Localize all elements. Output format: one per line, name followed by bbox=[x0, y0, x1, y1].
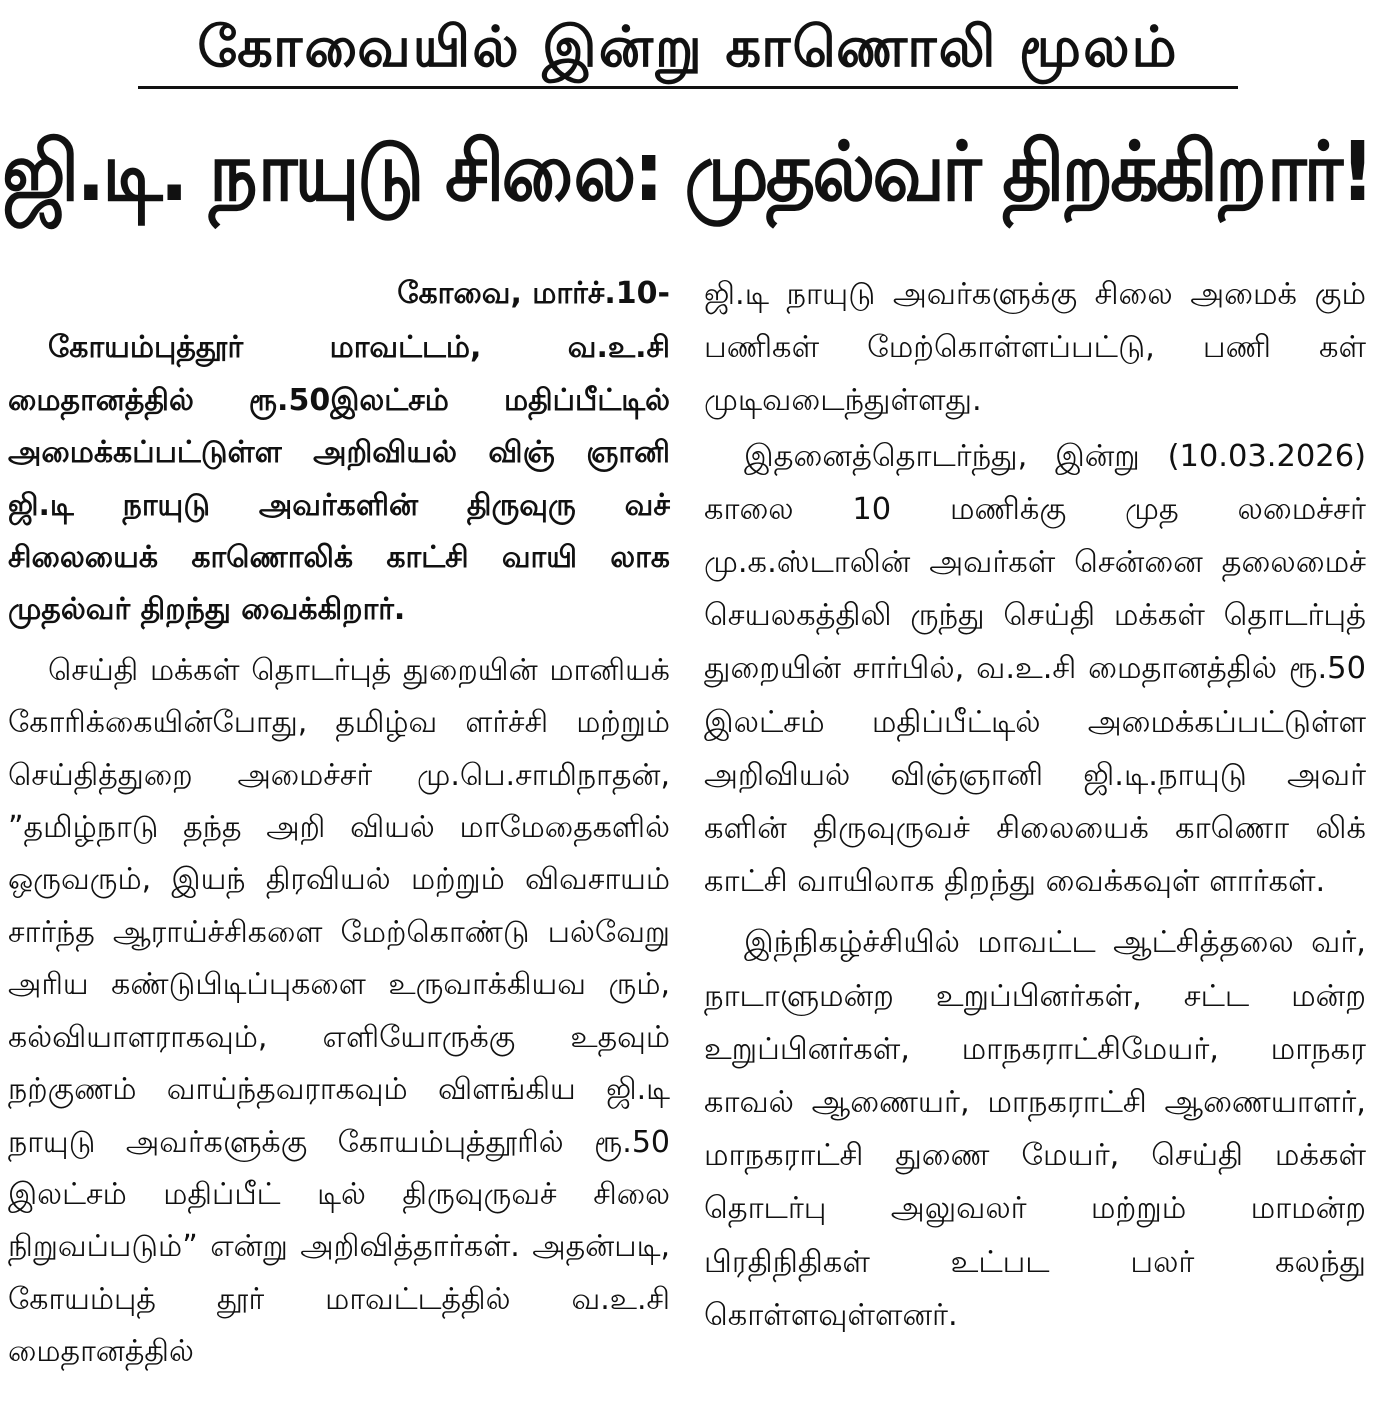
body-paragraph-3: இந்நிகழ்ச்சியில் மாவட்ட ஆட்சித்தலை வர், நாடாளுமன்ற உறுப்பினர்கள், சட்ட மன்ற உறுப்பினர்கள், மாநகராட்சிமேயர், மாநகர காவல் ஆணையர், மாநகராட்சி ஆணையாளர், மாநகராட்சி துணை மேயர், செய்தி மக்கள் தொடர்பு அலுவலர் மற்றும் மாமன்ற பிரதிநிதிகள் உட்பட பலர் கலந்து கொள்ளவுள்ளனர். bbox=[704, 925, 1366, 1333]
article-column-left bbox=[8, 268, 670, 1381]
headline: ஜி.டி. நாயுடு சிலை: முதல்வர் திறக்கிறார்! bbox=[2, 123, 1372, 220]
dateline: கோவை, மார்ச்.10- bbox=[397, 276, 670, 311]
body-paragraph-1-continued: ஜி.டி நாயுடு அவர்களுக்கு சிலை அமைக் கும் பணிகள் மேற்கொள்ளப்பட்டு, பணி கள் முடிவடைந்துள்ளது. bbox=[704, 277, 1366, 419]
body-paragraph-2: இதனைத்தொடர்ந்து, இன்று (10.03.2026) காலை 10 மணிக்கு முத லமைச்சர் மு.க.ஸ்டாலின் அவர்கள் சென்னை தலைமைச் செயலகத்திலி ருந்து செய்தி மக்கள் தொடர்புத் துறையின் சார்பில், வ.உ.சி மைதானத்தில் ரூ.50 இலட்சம் மதிப்பீட்டில் அமைக்கப்பட்டுள்ள அறிவியல் விஞ்ஞானி ஜி.டி.நாயுடு அவர் களின் திருவுருவச் சிலையைக் காணொ லிக் காட்சி வாயிலாக திறந்து வைக்கவுள் ளார்கள். bbox=[704, 438, 1366, 900]
lead-paragraph: கோயம்புத்தூர் மாவட்டம், வ.உ.சி மைதானத்தில் ரூ.50இலட்சம் மதிப்பீட்டில் அமைக்கப்பட்டுள்ள அறிவியல் விஞ் ஞானி ஜி.டி நாயுடு அவர்களின் திருவுரு வச் சிலையைக் காணொலிக் காட்சி வாயி லாக முதல்வர் திறந்து வைக்கிறார். bbox=[8, 330, 670, 628]
kicker-heading: கோவையில் இன்று காணொலி மூலம் bbox=[197, 15, 1179, 80]
kicker-underline bbox=[138, 86, 1238, 89]
body-paragraph-1: செய்தி மக்கள் தொடர்புத் துறையின் மானியக் கோரிக்கையின்போது, தமிழ்வ ளர்ச்சி மற்றும் செய்தித்துறை அமைச்சர் மு.பெ.சாமிநாதன், ”தமிழ்நாடு தந்த அறி வியல் மாமேதைகளில் ஒருவரும், இயந் திரவியல் மற்றும் விவசாயம் சார்ந்த ஆராய்ச்சிகளை மேற்கொண்டு பல்வேறு அரிய கண்டுபிடிப்புகளை உருவாக்கியவ ரும், கல்வியாளராகவும், எளியோருக்கு உதவும் நற்குணம் வாய்ந்தவராகவும் விளங்கிய ஜி.டி நாயுடு அவர்களுக்கு கோயம்புத்தூரில் ரூ.50 இலட்சம் மதிப்பீட் டில் திருவுருவச் சிலை நிறுவப்படும்” என்று அறிவித்தார்கள். அதன்படி, கோயம்புத் தூர் மாவட்டத்தில் வ.உ.சி மைதானத்தில் bbox=[8, 652, 670, 1370]
article-column-right bbox=[704, 268, 1366, 1344]
